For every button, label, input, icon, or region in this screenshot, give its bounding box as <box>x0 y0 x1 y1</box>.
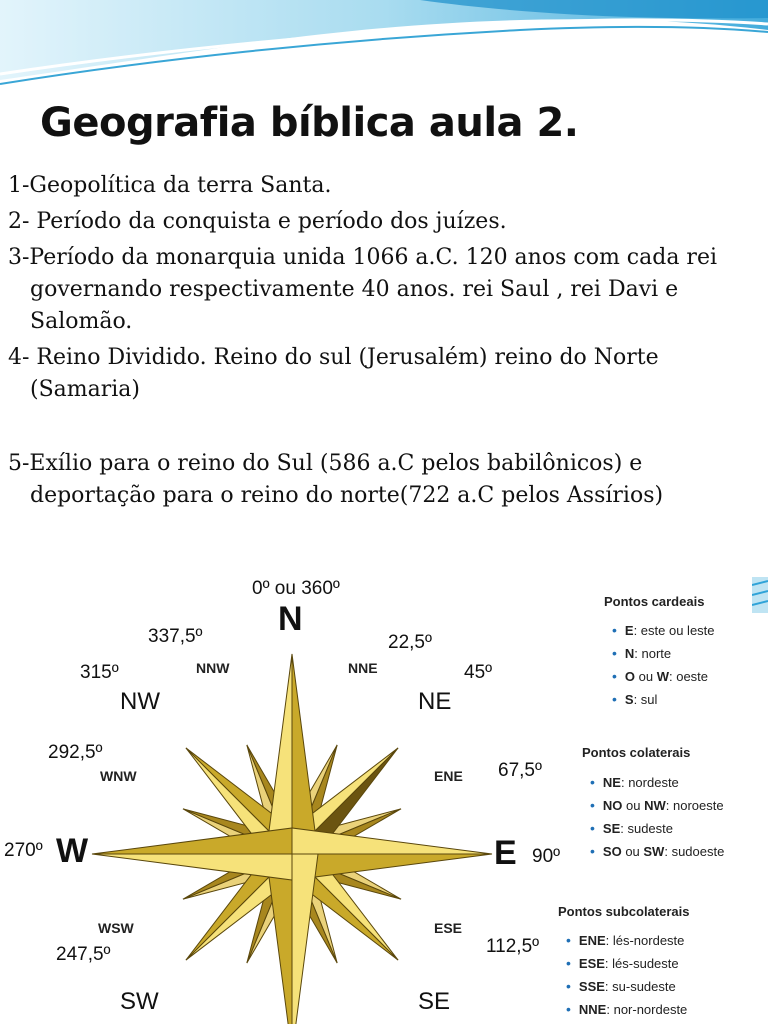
direction-label-wnw: WNW <box>100 768 137 784</box>
legend-item: • SE: sudeste <box>590 820 724 843</box>
degree-label-wnw: 292,5º <box>48 742 103 763</box>
legend-list-cardinal <box>612 622 715 714</box>
direction-label-nw: NW <box>120 688 160 715</box>
topic-item: 2- Período da conquista e período dos juízes. <box>8 209 507 234</box>
degree-label-ese: 112,5º <box>486 936 540 957</box>
legend-title-subcollateral: Pontos subcolaterais <box>558 904 690 919</box>
compass-point-dark <box>92 828 292 854</box>
direction-label-n: N <box>278 600 303 638</box>
legend-list-collateral <box>590 774 724 866</box>
legend-item: • NNE: nor-nordeste <box>566 1001 687 1024</box>
legend-item: • SSE: su-sudeste <box>566 978 687 1001</box>
slide-title: Geografia bíblica aula 2. <box>40 100 579 146</box>
degree-label-ne: 45º <box>464 662 493 683</box>
direction-label-ese: ESE <box>434 920 463 936</box>
compass-figure <box>0 570 768 1024</box>
degree-label-nne: 22,5º <box>388 632 432 653</box>
legend-item: • ESE: lés-sudeste <box>566 955 687 978</box>
direction-label-se: SE <box>418 988 451 1015</box>
topic-item: 3-Período da monarquia unida 1066 a.C. 120 anos com cada rei governando respectivamente 40 anos. rei Saul , rei Davi e Salomão. <box>8 245 717 334</box>
legend-title-collateral: Pontos colaterais <box>582 745 691 760</box>
degree-label-ene: 67,5º <box>498 760 542 781</box>
direction-label-e: E <box>494 834 517 872</box>
legend-list-subcollateral <box>566 932 687 1024</box>
degree-label-nnw: 337,5º <box>148 626 203 647</box>
topic-item: 5-Exílio para o reino do Sul (586 a.C pelos babilônicos) e deportação para o reino do norte(722 a.C pelos Assírios) <box>8 451 664 508</box>
topic-item: 1-Geopolítica da terra Santa. <box>8 173 332 198</box>
legend-item: • NO ou NW: noroeste <box>590 797 724 820</box>
direction-label-nnw: NNW <box>196 660 230 676</box>
compass-point-light <box>92 854 292 880</box>
direction-label-wsw: WSW <box>98 920 134 936</box>
direction-label-ene: ENE <box>434 768 463 784</box>
degree-label-n: 0º ou 360º <box>252 578 340 599</box>
compass-point-light <box>266 654 292 854</box>
direction-label-ne: NE <box>418 688 452 715</box>
legend-item: • N: norte <box>612 645 715 668</box>
direction-label-nne: NNE <box>348 660 378 676</box>
legend-item: • E: este ou leste <box>612 622 715 645</box>
legend-title-cardinal: Pontos cardeais <box>604 594 705 609</box>
degree-label-nw: 315º <box>80 662 119 683</box>
header-wave-decoration <box>0 0 768 90</box>
direction-label-w: W <box>56 832 89 870</box>
legend-item: • NE: nordeste <box>590 774 724 797</box>
degree-label-w: 270º <box>4 840 43 861</box>
degree-label-e: 90º <box>532 846 561 867</box>
degree-label-wsw: 247,5º <box>56 944 111 965</box>
legend-item: • SO ou SW: sudoeste <box>590 843 724 866</box>
compass-point-dark <box>292 854 492 880</box>
compass-point-light <box>292 854 318 1024</box>
topic-item: 4- Reino Dividido. Reino do sul (Jerusalém) reino do Norte (Samaria) <box>8 345 659 402</box>
legend-item: • S: sul <box>612 691 715 714</box>
topic-list <box>8 170 764 516</box>
compass-point-dark <box>292 654 318 854</box>
compass-point-light <box>292 828 492 854</box>
legend-item: • O ou W: oeste <box>612 668 715 691</box>
direction-label-sw: SW <box>120 988 159 1015</box>
legend-item: • ENE: lés-nordeste <box>566 932 687 955</box>
